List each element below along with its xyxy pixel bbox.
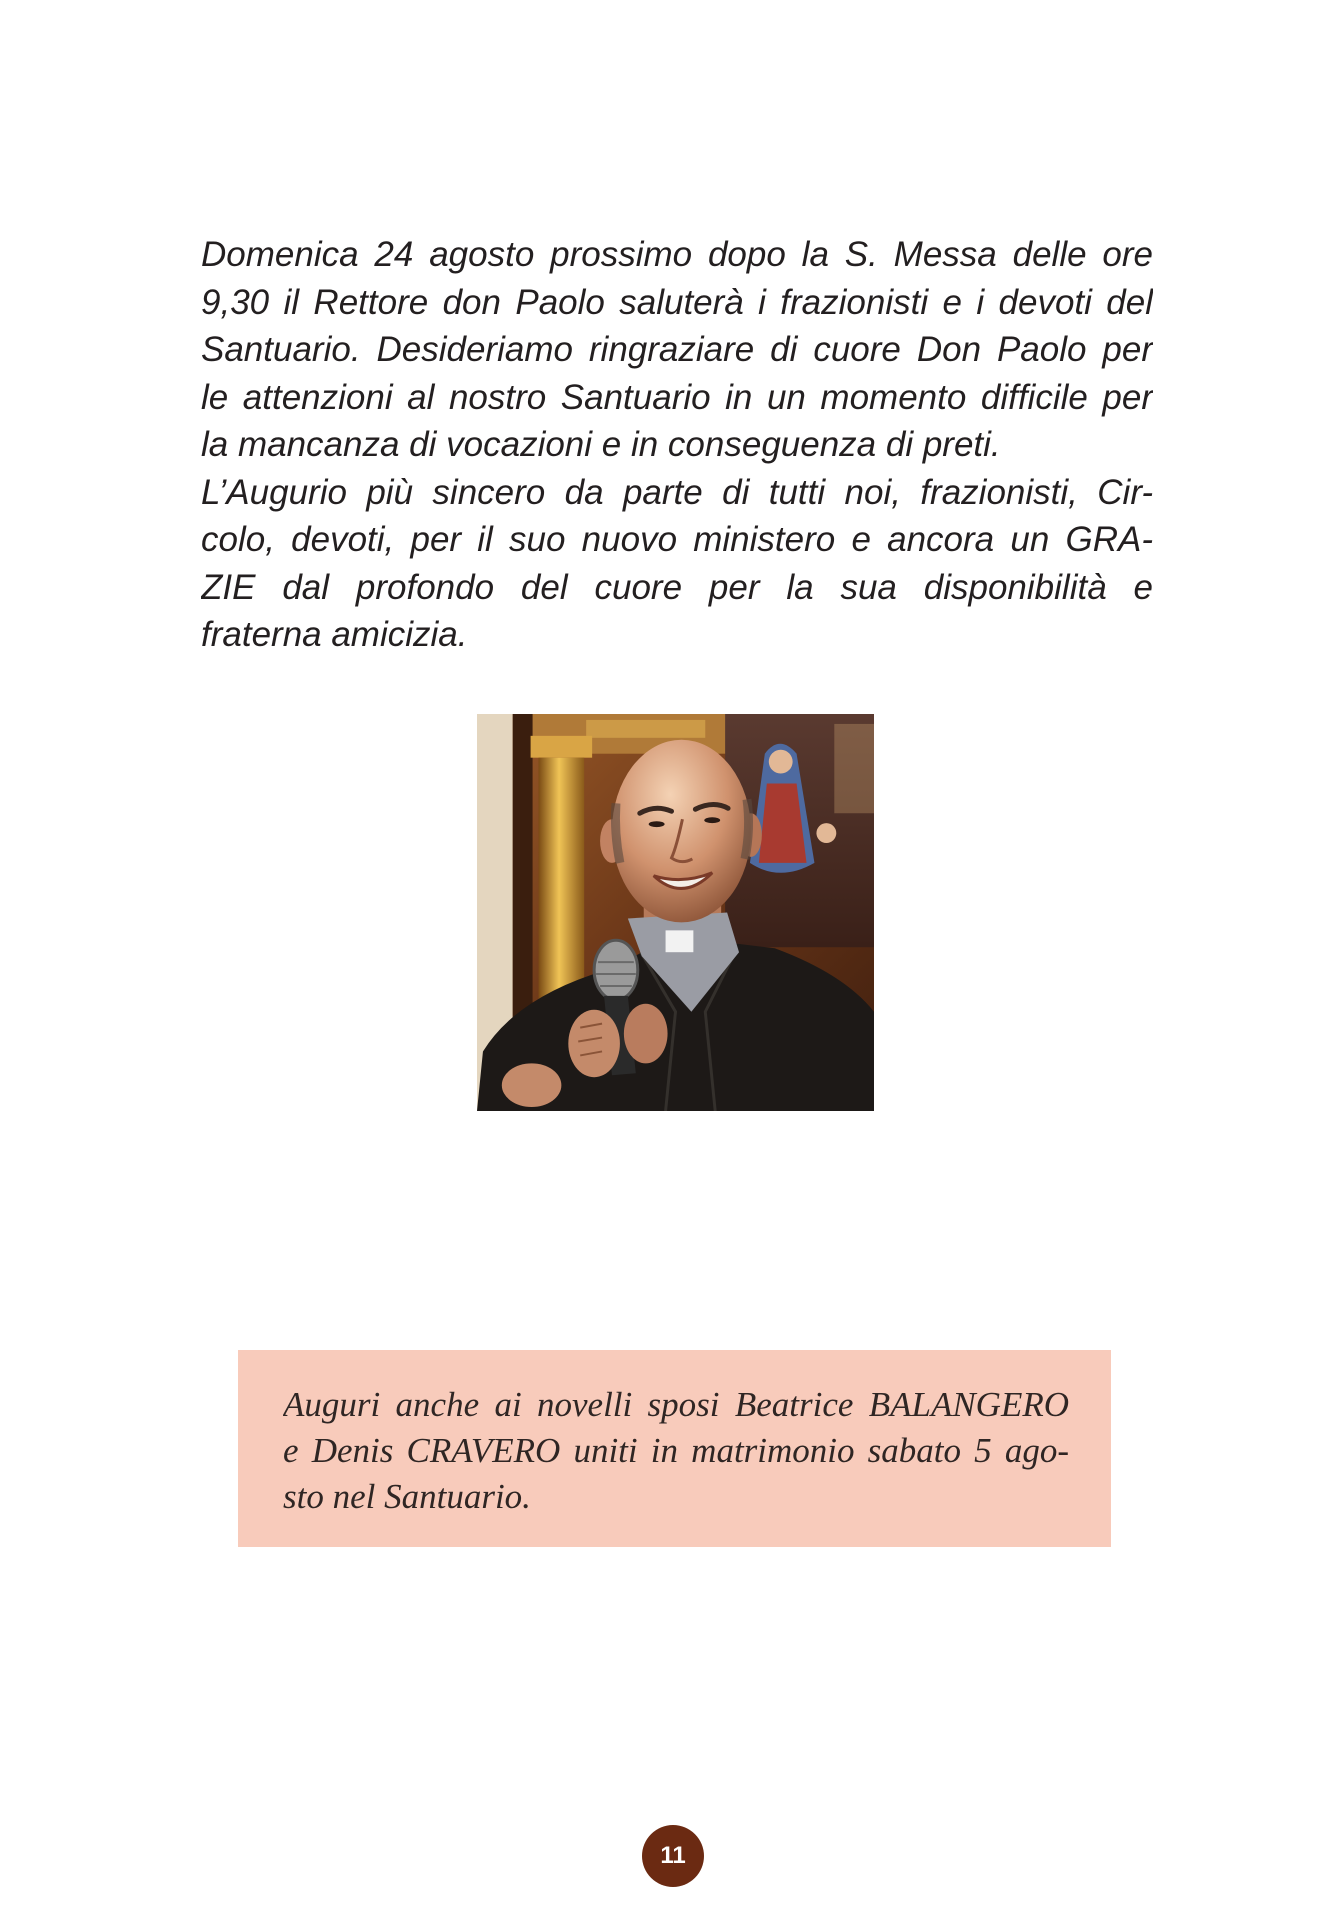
text-line: 9,30 il Rettore don Paolo saluterà i frazionisti e i devoti del (201, 282, 1153, 322)
text-line: la mancanza di vocazioni e in conseguenza di preti. (201, 425, 1001, 464)
wedding-announcement-box (238, 1350, 1111, 1547)
text-line: ZIE dal profondo del cuore per la sua disponibilità e (201, 567, 1153, 607)
microphone-grille (594, 940, 638, 1000)
painting-face (769, 750, 793, 774)
article-text (201, 231, 1153, 659)
paragraph-wishes (201, 469, 1153, 659)
painting-light (834, 724, 874, 813)
hair-left (615, 803, 619, 863)
text-line: le attenzioni al nostro Santuario in un momento difficile per (201, 377, 1153, 417)
page-number: 11 (642, 1825, 704, 1887)
lower-hand (502, 1063, 562, 1107)
left-hand (568, 1010, 620, 1077)
text-line: fraterna amicizia. (201, 615, 468, 654)
pillar-capital (531, 736, 593, 758)
text-line: Santuario. Desideriamo ringraziare di cuore Don Paolo per (201, 330, 1153, 369)
portrait-photo (477, 714, 874, 1111)
painting-child (816, 823, 836, 843)
text-line: colo, devoti, per il suo nuovo ministero e ancora un GRA- (201, 520, 1153, 559)
clerical-collar-tab (666, 930, 694, 952)
announcement-line: sto nel Santuario. (283, 1477, 531, 1516)
right-eye (704, 817, 720, 823)
portrait-illustration (477, 714, 874, 1111)
head (612, 740, 751, 923)
left-eye (649, 821, 665, 827)
text-line: L’Augurio più sincero da parte di tutti noi, frazionisti, Cir- (201, 472, 1153, 512)
announcement-line: e Denis CRAVERO uniti in matrimonio sabato 5 ago- (283, 1431, 1069, 1470)
paragraph-farewell (201, 231, 1153, 469)
ornament-detail (586, 720, 705, 738)
hair-right (745, 799, 749, 859)
announcement-line: Auguri anche ai novelli sposi Beatrice BALANGERO (283, 1385, 1069, 1424)
right-hand (624, 1004, 668, 1064)
text-line: Domenica 24 agosto prossimo dopo la S. Messa delle ore (201, 235, 1153, 274)
